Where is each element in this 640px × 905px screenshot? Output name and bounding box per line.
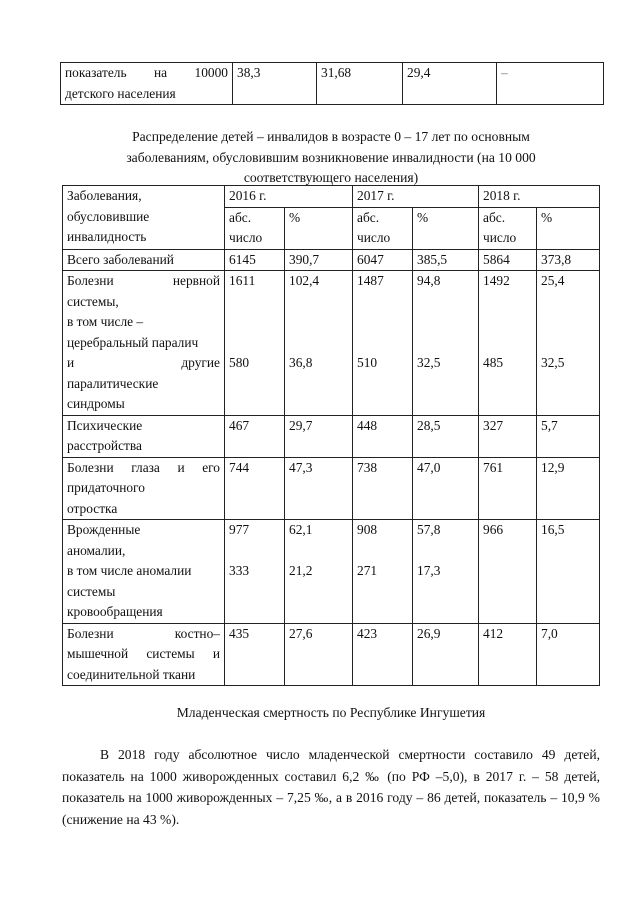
table-row	[63, 249, 600, 271]
abs-header: абс. число	[353, 207, 413, 249]
year-2018-header: 2018 г.	[479, 186, 600, 208]
row-label: Всего заболеваний	[63, 249, 225, 271]
table-row	[63, 520, 600, 624]
cell: 29,7	[285, 415, 353, 457]
cell: 26,9	[413, 623, 479, 686]
cell: 1492 485	[479, 271, 537, 416]
row-label: Болезни костно– мышечной системы и соединительной ткани	[63, 623, 225, 686]
cell: 94,8 32,5	[413, 271, 479, 416]
cell: 908 271	[353, 520, 413, 624]
table-row	[63, 623, 600, 686]
cell: 435	[225, 623, 285, 686]
abs-header: абс. число	[479, 207, 537, 249]
diseases-header: Заболевания, обусловившие инвалидность	[63, 186, 225, 250]
cell: 62,1 21,2	[285, 520, 353, 624]
section-title: Младенческая смертность по Республике Ингушетия	[176, 705, 486, 720]
cell: 738	[353, 457, 413, 520]
cell: 102,4 36,8	[285, 271, 353, 416]
cell: 448	[353, 415, 413, 457]
pct-header: %	[413, 207, 479, 249]
value-2017-cell: 31,68	[317, 63, 403, 105]
cell: 57,8 17,3	[413, 520, 479, 624]
cell: 412	[479, 623, 537, 686]
cell: 47,0	[413, 457, 479, 520]
row-label: Болезни нервной системы, в том числе – церебральный паралич и другие паралитические синдромы	[63, 271, 225, 416]
cell: 1487 510	[353, 271, 413, 416]
pct-header: %	[285, 207, 353, 249]
cell: 373,8	[537, 249, 600, 271]
cell: 385,5	[413, 249, 479, 271]
cell: 390,7	[285, 249, 353, 271]
table-row	[63, 415, 600, 457]
cell: 7,0	[537, 623, 600, 686]
cell: 25,4 32,5	[537, 271, 600, 416]
table-row	[63, 271, 600, 416]
cell: 28,5	[413, 415, 479, 457]
cell: 977 333	[225, 520, 285, 624]
cell: 6047	[353, 249, 413, 271]
cell: 12,9	[537, 457, 600, 520]
cell: 327	[479, 415, 537, 457]
cell: 423	[353, 623, 413, 686]
cell: 744	[225, 457, 285, 520]
cell: 47,3	[285, 457, 353, 520]
value-2018-cell: 29,4	[403, 63, 497, 105]
cell: 761	[479, 457, 537, 520]
row-label: Врожденные аномалии, в том числе аномалии системы кровообращения	[63, 520, 225, 624]
table-row	[63, 457, 600, 520]
cell: 5864	[479, 249, 537, 271]
abs-header: абс. число	[225, 207, 285, 249]
header-row	[63, 186, 600, 208]
year-2016-header: 2016 г.	[225, 186, 353, 208]
top-indicator-table	[60, 62, 604, 105]
row-label: Болезни глаза и его придаточного отростка	[63, 457, 225, 520]
cell: 27,6	[285, 623, 353, 686]
indicator-label-cell: показатель на 10000 детского населения	[61, 63, 233, 105]
pct-header: %	[537, 207, 600, 249]
cell: 467	[225, 415, 285, 457]
year-2017-header: 2017 г.	[353, 186, 479, 208]
table-caption: Распределение детей – инвалидов в возрасте 0 – 17 лет по основным заболеваниям, обусловившим возникновение инвалидности (на 10 000 соответствующего населения)	[126, 129, 536, 185]
value-2016-cell: 38,3	[233, 63, 317, 105]
table-row	[61, 63, 604, 105]
disability-table	[62, 185, 600, 686]
cell: 966	[479, 520, 537, 624]
row-label: Психические расстройства	[63, 415, 225, 457]
value-extra-cell: –	[497, 63, 604, 105]
cell: 6145	[225, 249, 285, 271]
mortality-paragraph: В 2018 году абсолютное число младенческой смертности составило 49 детей, показатель на 1000 живорожденных составил 6,2 ‰ (по РФ –5,0), в 2017 г. – 58 детей, показатель на 1000 живорожденных – 7,25 ‰, а в 2016 году – 86 детей, показатель – 10,9 % (снижение на 43 %).	[62, 747, 600, 827]
cell: 5,7	[537, 415, 600, 457]
cell: 1611 580	[225, 271, 285, 416]
cell: 16,5	[537, 520, 600, 624]
